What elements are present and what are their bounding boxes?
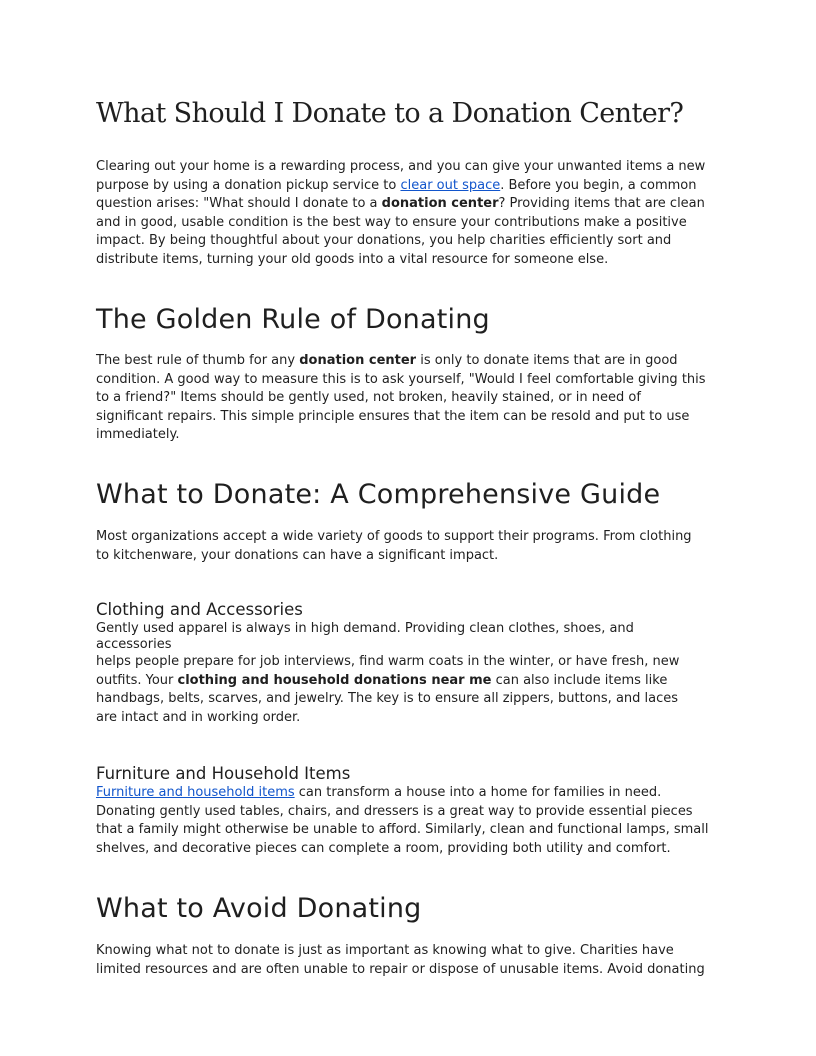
guide-paragraph: [96, 528, 722, 565]
intro-line-2: [96, 177, 722, 196]
guide-heading: What to Donate: A Comprehensive Guide: [96, 479, 661, 510]
clothing-line-1: Gently used apparel is always in high demand. Providing clean clothes, shoes, and: [96, 621, 634, 636]
golden-line-1: [96, 352, 722, 371]
intro-bold-term: donation center: [381, 196, 499, 212]
intro-text: purpose by using a donation pickup service to: [96, 177, 401, 193]
furniture-line-1: [96, 784, 722, 803]
golden-line-2: condition. A good way to measure this is to ask yourself, "Would I feel comfortable giving this: [96, 371, 706, 387]
intro-line-1: Clearing out your home is a rewarding process, and you can give your unwanted items a new: [96, 159, 706, 174]
clothing-line-3: helps people prepare for job interviews, find warm coats in the winter, or have fresh, new: [96, 654, 680, 669]
furniture-heading: Furniture and Household Items: [96, 764, 351, 783]
clothing-line-4: [96, 672, 722, 691]
clothing-text: outfits. Your: [96, 672, 178, 688]
clothing-paragraph: [96, 621, 722, 727]
clothing-line-2: accessories: [96, 637, 172, 652]
furniture-text: can transform a house into a home for families in need.: [294, 785, 662, 800]
furniture-line-2: Donating gently used tables, chairs, and dressers is a great way to provide essential pieces: [96, 803, 693, 819]
golden-line-4: significant repairs. This simple principle ensures that the item can be resold and put to use: [96, 408, 690, 424]
page-title: What Should I Donate to a Donation Center?: [96, 98, 684, 129]
avoid-line-1: Knowing what not to donate is just as important as knowing what to give. Charities have: [96, 943, 674, 958]
clothing-text: can also include items like: [491, 672, 668, 688]
avoid-paragraph: [96, 942, 722, 979]
furniture-line-3: that a family might otherwise be unable to afford. Similarly, clean and functional lamps, small: [96, 822, 709, 838]
intro-text: question arises: "What should I donate to a: [96, 196, 382, 212]
intro-line-6: distribute items, turning your old goods into a vital resource for someone else.: [96, 251, 609, 267]
clothing-bold-term: clothing and household donations near me: [177, 672, 492, 688]
intro-text: . Before you begin, a common: [500, 177, 697, 193]
intro-line-3: [96, 195, 722, 214]
golden-rule-heading: The Golden Rule of Donating: [96, 304, 490, 335]
golden-bold-term: donation center: [299, 353, 417, 368]
guide-line-1: Most organizations accept a wide variety of goods to support their programs. From clothing: [96, 529, 692, 544]
golden-text: is only to donate items that are in good: [416, 353, 678, 368]
intro-line-4: and in good, usable condition is the best way to ensure your contributions make a positive: [96, 214, 687, 230]
avoid-line-2: limited resources and are often unable to repair or dispose of unusable items. Avoid donating: [96, 961, 705, 977]
golden-text: The best rule of thumb for any: [96, 353, 300, 368]
furniture-household-items-link[interactable]: Furniture and household items: [96, 785, 295, 800]
clothing-line-6: are intact and in working order.: [96, 709, 301, 725]
golden-line-3: to a friend?" Items should be gently used, not broken, heavily stained, or in need of: [96, 390, 641, 406]
clothing-heading: Clothing and Accessories: [96, 600, 303, 619]
intro-text: ? Providing items that are clean: [498, 196, 705, 212]
clear-out-space-link[interactable]: clear out space: [400, 177, 501, 193]
guide-line-2: to kitchenware, your donations can have a significant impact.: [96, 547, 499, 563]
intro-paragraph: [96, 158, 722, 270]
golden-line-5: immediately.: [96, 427, 180, 443]
intro-line-5: impact. By being thoughtful about your donations, you help charities efficiently sort and: [96, 233, 672, 249]
clothing-line-5: handbags, belts, scarves, and jewelry. The key is to ensure all zippers, buttons, and laces: [96, 691, 679, 707]
avoid-heading: What to Avoid Donating: [96, 893, 422, 924]
furniture-line-4: shelves, and decorative pieces can complete a room, providing both utility and comfort.: [96, 840, 671, 856]
golden-rule-paragraph: [96, 352, 722, 445]
furniture-paragraph: [96, 784, 722, 858]
